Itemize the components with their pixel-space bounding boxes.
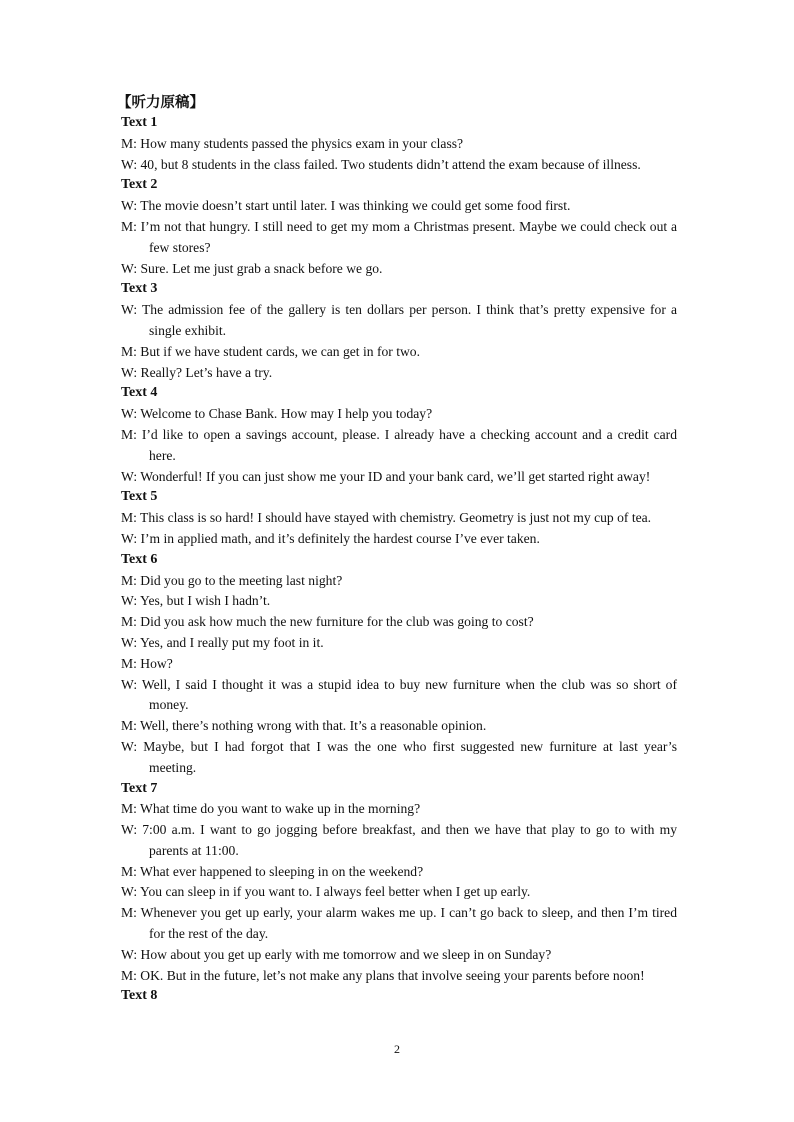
dialogue-line: M: Whenever you get up early, your alarm wakes me up. I can’t go back to sleep, and then I’m tired for the rest of the day. [121, 905, 677, 942]
dialogue-line: W: I’m in applied math, and it’s definitely the hardest course I’ve ever taken. [121, 530, 540, 546]
section-heading: Text 2 [121, 177, 158, 193]
dialogue-line: M: Did you go to the meeting last night? [121, 572, 343, 588]
section-heading: Text 8 [121, 988, 158, 1004]
dialogue-line: M: How many students passed the physics exam in your class? [121, 135, 464, 151]
page-number: 2 [394, 1042, 400, 1056]
dialogue-line: W: How about you get up early with me tomorrow and we sleep in on Sunday? [121, 946, 552, 962]
dialogue-line: M: I’m not that hungry. I still need to get my mom a Christmas present. Maybe we could check out a few stores? [121, 218, 677, 255]
dialogue-line: W: Well, I said I thought it was a stupid idea to buy new furniture when the club was so short of money. [121, 676, 677, 713]
section-heading: Text 3 [121, 281, 158, 297]
dialogue-line: M: How? [121, 655, 173, 671]
dialogue-line: M: What time do you want to wake up in the morning? [121, 801, 421, 817]
transcript-section [121, 113, 677, 175]
dialogue-line: M: I’d like to open a savings account, please. I already have a checking account and a credit card here. [121, 426, 677, 463]
transcript-section [121, 550, 677, 779]
transcript-section [121, 986, 677, 1007]
transcript-section [121, 487, 677, 549]
dialogue-line: W: Sure. Let me just grab a snack before we go. [121, 260, 383, 276]
dialogue-line: W: 7:00 a.m. I want to go jogging before breakfast, and then we have that play to go to with my parents at 11:00. [121, 822, 677, 858]
document-title: 【听力原稿】 [117, 95, 204, 111]
section-heading: Text 1 [121, 115, 158, 130]
transcript-section [121, 383, 677, 487]
transcript-sections [121, 113, 677, 1007]
section-heading: Text 5 [121, 489, 158, 505]
dialogue-line: M: Well, there’s nothing wrong with that. It’s a reasonable opinion. [121, 718, 487, 734]
dialogue-line: M: This class is so hard! I should have stayed with chemistry. Geometry is just not my cup of tea. [121, 510, 652, 526]
transcript-section [121, 779, 677, 987]
transcript-section [121, 175, 677, 279]
dialogue-line: W: Really? Let’s have a try. [121, 364, 273, 380]
dialogue-line: M: But if we have student cards, we can get in for two. [121, 343, 420, 359]
dialogue-line: M: What ever happened to sleeping in on the weekend? [121, 863, 424, 879]
dialogue-line: M: OK. But in the future, let’s not make any plans that involve seeing your parents before noon! [121, 967, 645, 983]
dialogue-line: W: The movie doesn’t start until later. I was thinking we could get some food first. [121, 198, 571, 214]
dialogue-line: W: Wonderful! If you can just show me your ID and your bank card, we’ll get started right away! [121, 468, 651, 484]
section-heading: Text 4 [121, 385, 158, 401]
section-heading: Text 6 [121, 551, 158, 567]
dialogue-line: W: Yes, and I really put my foot in it. [121, 634, 324, 650]
dialogue-line: W: Yes, but I wish I hadn’t. [121, 593, 271, 609]
dialogue-line: M: Did you ask how much the new furniture for the club was going to cost? [121, 614, 534, 630]
dialogue-line: W: 40, but 8 students in the class failed. Two students didn’t attend the exam because of illness. [121, 156, 641, 172]
dialogue-line: W: Maybe, but I had forgot that I was the one who first suggested new furniture at last year’s meeting. [121, 738, 677, 775]
section-heading: Text 7 [121, 780, 158, 796]
dialogue-line: W: You can sleep in if you want to. I always feel better when I get up early. [121, 884, 531, 900]
transcript-page [117, 93, 677, 1007]
dialogue-line: W: Welcome to Chase Bank. How may I help you today? [121, 406, 433, 422]
dialogue-line: W: The admission fee of the gallery is ten dollars per person. I think that’s pretty expensive for a single exhibit. [121, 302, 677, 338]
transcript-section [121, 279, 677, 383]
